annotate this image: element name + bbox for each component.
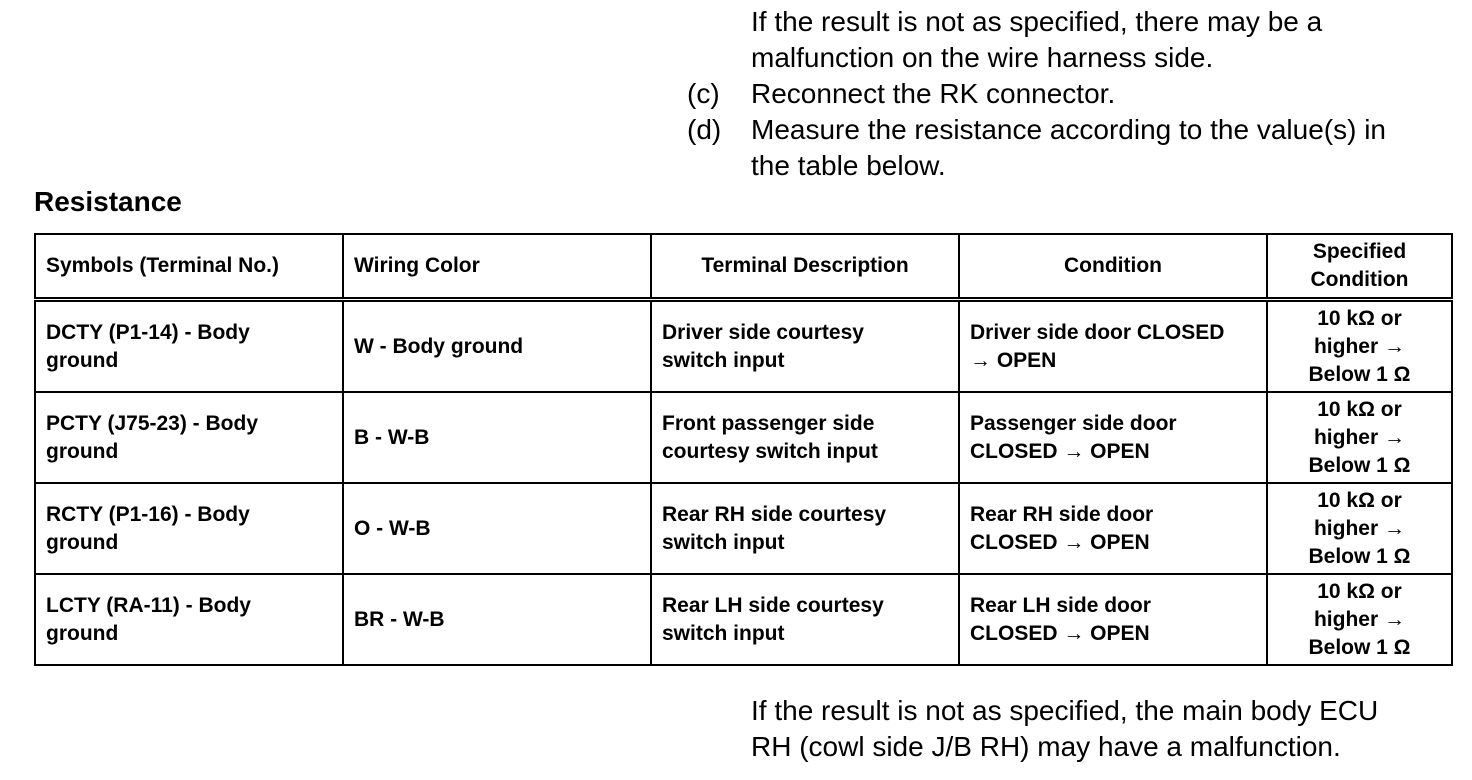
cell-line: CLOSED → OPEN <box>970 530 1150 554</box>
outro-note <box>751 693 1378 765</box>
cell-line: higher → <box>1313 516 1405 540</box>
cell-condition <box>959 483 1267 574</box>
cell-line: 10 kΩ or <box>1317 397 1402 421</box>
outro-line: If the result is not as specified, the main body ECU <box>751 695 1379 726</box>
cell-line: Below 1 Ω <box>1308 544 1411 568</box>
cell-line: switch input <box>662 530 785 554</box>
cell-line: CLOSED → OPEN <box>970 621 1150 645</box>
cell-symbols <box>35 392 343 483</box>
section-title: Resistance <box>34 186 182 217</box>
cell-line: Front passenger side <box>662 411 875 435</box>
cell-line: 10 kΩ or <box>1317 488 1402 512</box>
header-condition: Condition <box>959 234 1267 300</box>
cell-line: Rear LH side door <box>970 593 1151 617</box>
cell-line: Below 1 Ω <box>1308 362 1411 386</box>
cell-wiring-color: O - W-B <box>343 483 651 574</box>
cell-symbols <box>35 483 343 574</box>
cell-wiring-color: BR - W-B <box>343 574 651 665</box>
step-line: Reconnect the RK connector. <box>751 78 1116 109</box>
table-row <box>35 574 1452 665</box>
header-symbols: Symbols (Terminal No.) <box>35 234 343 300</box>
cell-line: switch input <box>662 348 785 372</box>
cell-wiring-color: B - W-B <box>343 392 651 483</box>
intro-line: malfunction on the wire harness side. <box>751 42 1214 73</box>
cell-line: ground <box>46 530 119 554</box>
cell-line: Rear LH side courtesy <box>662 593 884 617</box>
header-line: Specified <box>1312 240 1407 263</box>
step-line: Measure the resistance according to the value(s) in <box>751 114 1386 145</box>
cell-line: LCTY (RA-11) - Body <box>46 593 251 617</box>
table-header-row <box>35 234 1452 300</box>
cell-terminal-description <box>651 483 959 574</box>
cell-specified-condition <box>1267 300 1452 393</box>
header-specified-condition <box>1267 234 1452 300</box>
cell-line: ground <box>46 348 119 372</box>
cell-specified-condition <box>1267 483 1452 574</box>
cell-line: PCTY (J75-23) - Body <box>46 411 258 435</box>
cell-line: higher → <box>1313 334 1405 358</box>
cell-line: Below 1 Ω <box>1308 453 1411 477</box>
table-row <box>35 300 1452 393</box>
outro-line: RH (cowl side J/B RH) may have a malfunction. <box>751 731 1341 762</box>
step-line: the table below. <box>751 150 946 181</box>
table-row <box>35 392 1452 483</box>
cell-terminal-description <box>651 392 959 483</box>
cell-condition <box>959 300 1267 393</box>
cell-line: CLOSED → OPEN <box>970 439 1150 463</box>
cell-specified-condition <box>1267 392 1452 483</box>
cell-symbols <box>35 300 343 393</box>
step-text <box>751 76 1115 112</box>
cell-line: 10 kΩ or <box>1317 579 1402 603</box>
cell-line: Below 1 Ω <box>1308 635 1411 659</box>
cell-line: higher → <box>1313 607 1405 631</box>
cell-line: Driver side courtesy <box>662 320 864 344</box>
cell-terminal-description <box>651 300 959 393</box>
cell-condition <box>959 574 1267 665</box>
cell-line: Rear RH side door <box>970 502 1154 526</box>
header-line: Condition <box>1310 268 1409 291</box>
cell-terminal-description <box>651 574 959 665</box>
cell-line: RCTY (P1-16) - Body <box>46 502 250 526</box>
table-row <box>35 483 1452 574</box>
cell-line: Passenger side door <box>970 411 1177 435</box>
cell-line: Rear RH side courtesy <box>662 502 887 526</box>
cell-line: ground <box>46 439 119 463</box>
cell-line: switch input <box>662 621 785 645</box>
cell-wiring-color: W - Body ground <box>343 300 651 393</box>
cell-line: → OPEN <box>970 348 1057 372</box>
cell-line: higher → <box>1313 425 1405 449</box>
cell-line: DCTY (P1-14) - Body <box>46 320 250 344</box>
resistance-table <box>34 233 1453 666</box>
cell-line: 10 kΩ or <box>1317 306 1402 330</box>
step-marker: (c) <box>687 78 720 109</box>
cell-specified-condition <box>1267 574 1452 665</box>
header-wiring-color: Wiring Color <box>343 234 651 300</box>
header-terminal-description: Terminal Description <box>651 234 959 300</box>
cell-condition <box>959 392 1267 483</box>
intro-note <box>751 4 1322 76</box>
cell-symbols <box>35 574 343 665</box>
step-marker: (d) <box>687 114 722 145</box>
cell-line: Driver side door CLOSED <box>970 320 1225 344</box>
step-text <box>751 112 1386 184</box>
cell-line: ground <box>46 621 119 645</box>
intro-line: If the result is not as specified, there may be a <box>751 6 1323 37</box>
cell-line: courtesy switch input <box>662 439 878 463</box>
